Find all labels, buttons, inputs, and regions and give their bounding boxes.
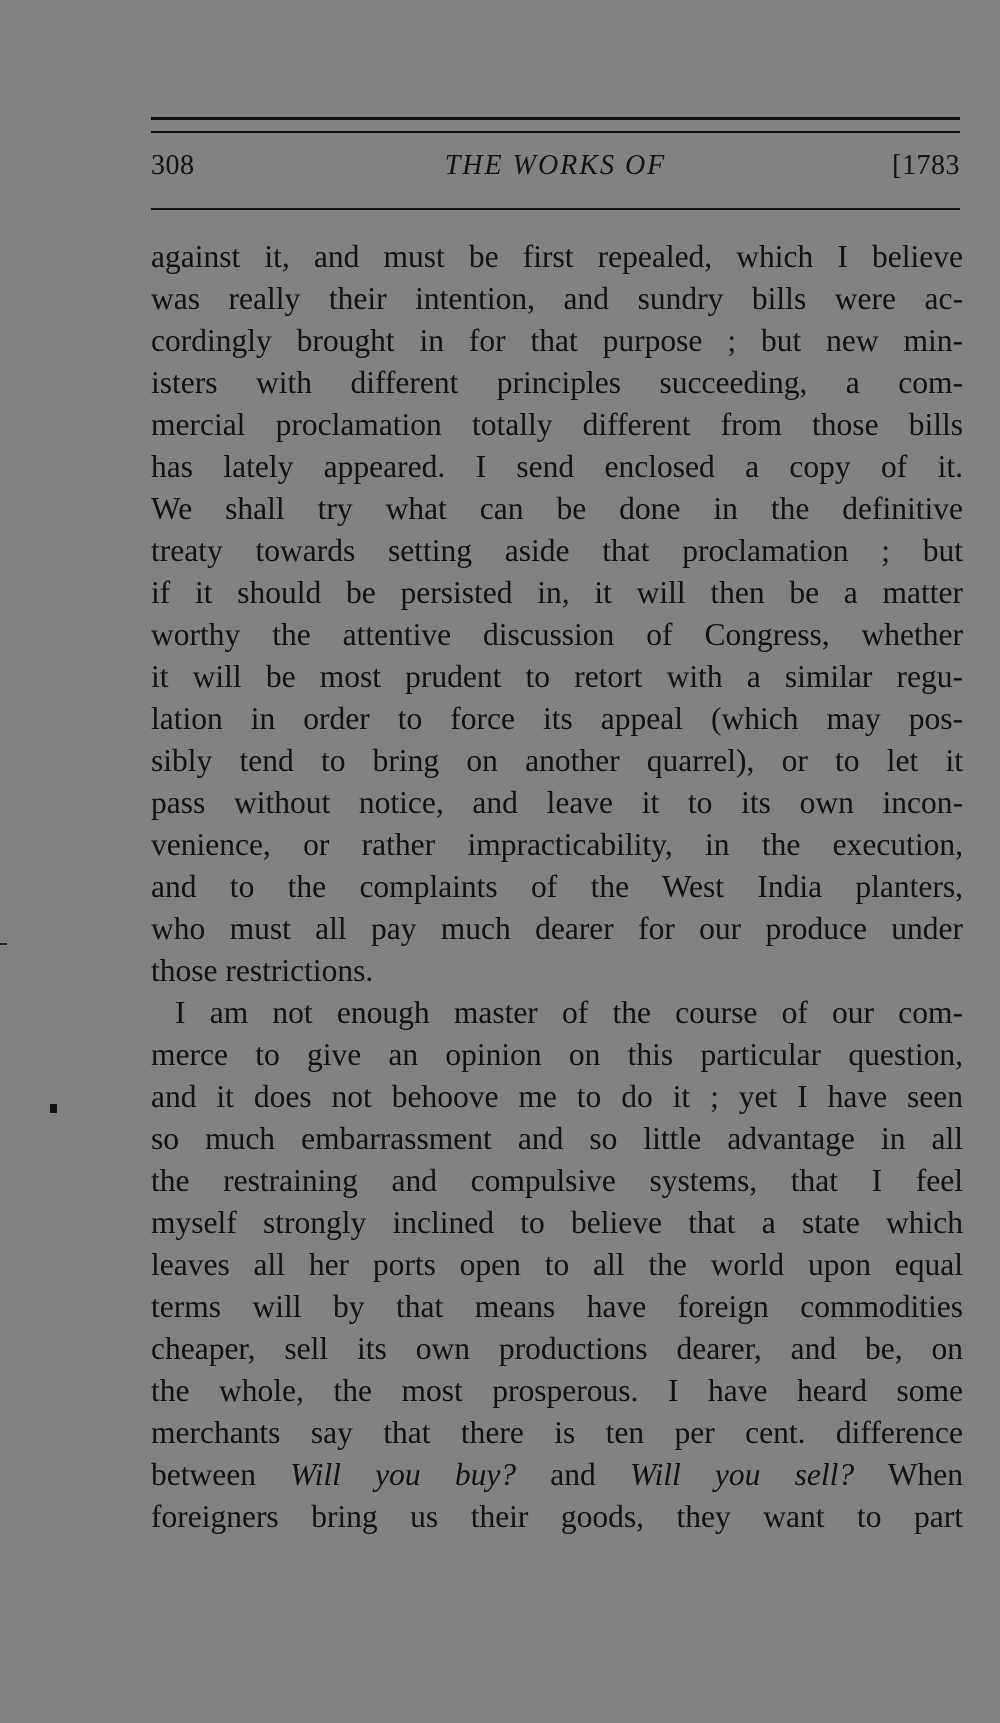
text-line: who must all pay much dearer for our produce under <box>151 911 963 946</box>
italic-phrase: Will you sell? <box>629 1457 855 1492</box>
text-line: has lately appeared. I send enclosed a copy of it. <box>151 449 963 484</box>
text-line: terms will by that means have foreign commodities <box>151 1289 963 1324</box>
margin-dot <box>50 1104 57 1113</box>
header-bottom-rule <box>151 208 960 210</box>
paragraph <box>151 992 963 1538</box>
text-line: merchants say that there is ten per cent. difference <box>151 1415 963 1450</box>
header-top-rule <box>151 117 960 120</box>
header-second-rule <box>151 131 960 133</box>
text-line: mercial proclamation totally different from those bills <box>151 407 963 442</box>
text-fragment: between <box>151 1457 291 1492</box>
text-line: cheaper, sell its own productions dearer, and be, on <box>151 1331 963 1366</box>
text-line: worthy the attentive discussion of Congress, whether <box>151 617 963 652</box>
text-fragment: and <box>516 1457 630 1492</box>
text-line: the whole, the most prosperous. I have heard some <box>151 1373 963 1408</box>
running-head <box>151 150 960 190</box>
text-line: leaves all her ports open to all the world upon equal <box>151 1247 963 1282</box>
running-title: THE WORKS OF <box>444 150 667 181</box>
text-line: it will be most prudent to retort with a similar regu- <box>151 659 963 694</box>
text-line: sibly tend to bring on another quarrel), or to let it <box>151 743 963 778</box>
text-line: the restraining and compulsive systems, that I feel <box>151 1163 963 1198</box>
margin-mark <box>0 943 7 945</box>
text-line: myself strongly inclined to believe that a state which <box>151 1205 963 1240</box>
text-line: isters with different principles succeeding, a com- <box>151 365 963 400</box>
text-line: treaty towards setting aside that proclamation ; but <box>151 533 963 568</box>
text-line: against it, and must be first repealed, which I believe <box>151 239 963 274</box>
paragraph <box>151 236 963 992</box>
text-line: lation in order to force its appeal (which may pos- <box>151 701 963 736</box>
text-line: pass without notice, and leave it to its own incon- <box>151 785 963 820</box>
text-line: and it does not behoove me to do it ; yet I have seen <box>151 1079 963 1114</box>
text-line: if it should be persisted in, it will then be a matter <box>151 575 963 610</box>
text-line: cordingly brought in for that purpose ; but new min- <box>151 323 963 358</box>
body-text <box>151 236 963 1538</box>
text-line <box>151 1454 963 1496</box>
text-line: foreigners bring us their goods, they want to part <box>151 1499 963 1534</box>
text-line: and to the complaints of the West India planters, <box>151 869 963 904</box>
text-fragment: When <box>854 1457 963 1492</box>
running-year: [1783 <box>892 150 960 181</box>
text-line: those restrictions. <box>151 953 374 988</box>
text-line: was really their intention, and sundry bills were ac- <box>151 281 963 316</box>
text-line: venience, or rather impracticability, in the execution, <box>151 827 963 862</box>
italic-phrase: Will you buy? <box>290 1457 517 1492</box>
text-line: so much embarrassment and so little advantage in all <box>151 1121 963 1156</box>
page-number: 308 <box>151 150 195 181</box>
text-line: merce to give an opinion on this particular question, <box>151 1037 963 1072</box>
text-line: I am not enough master of the course of our com- <box>175 995 963 1030</box>
text-line: We shall try what can be done in the definitive <box>151 491 963 526</box>
